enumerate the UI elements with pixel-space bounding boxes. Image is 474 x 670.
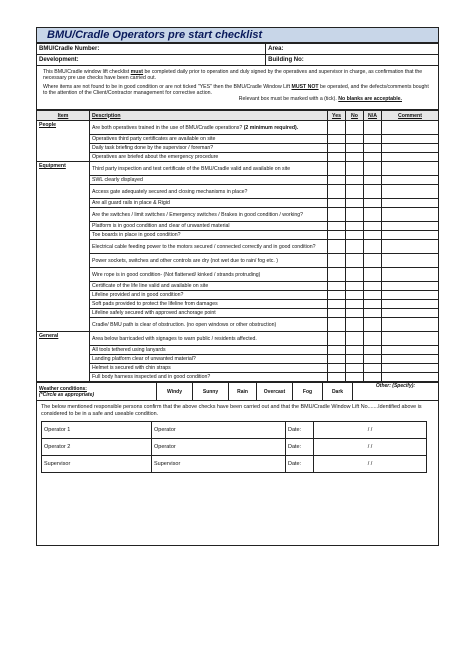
comment-field[interactable] — [382, 373, 439, 382]
no-checkbox[interactable] — [346, 185, 364, 199]
no-checkbox[interactable] — [346, 332, 364, 346]
na-checkbox[interactable] — [364, 199, 382, 208]
item-description — [90, 185, 328, 199]
signoff-date-field[interactable]: / / — [314, 456, 427, 473]
comment-field[interactable] — [382, 332, 439, 346]
na-checkbox[interactable] — [364, 162, 382, 176]
header-table — [36, 43, 439, 66]
weather-other-field[interactable]: Other: (Specify): — [353, 383, 439, 401]
description-text: Are the switches / limit switches / Emergency switches / Brakes in good condition / working? — [92, 211, 304, 218]
yes-checkbox[interactable] — [328, 176, 346, 185]
comment-field[interactable] — [382, 144, 439, 153]
building-label: Building No: — [268, 57, 304, 63]
no-checkbox[interactable] — [346, 222, 364, 231]
yes-checkbox[interactable] — [328, 355, 346, 364]
intro-p2-nomarks: No blanks are acceptable. — [338, 96, 402, 103]
na-checkbox[interactable] — [364, 240, 382, 254]
item-description — [90, 222, 328, 231]
na-checkbox[interactable] — [364, 373, 382, 382]
weather-label-cell — [37, 383, 157, 401]
section-label: General — [37, 332, 90, 382]
bmu-number-label: BMU/Cradle Number: — [39, 46, 100, 52]
table-row — [37, 176, 439, 185]
col-yes: Yes — [328, 111, 346, 121]
na-checkbox[interactable] — [364, 318, 382, 332]
development-field[interactable] — [37, 55, 266, 66]
yes-checkbox[interactable] — [328, 144, 346, 153]
signoff-date-label: Date: — [286, 422, 314, 439]
comment-field[interactable] — [382, 355, 439, 364]
intro-paragraph-3 — [43, 96, 432, 102]
area-field[interactable] — [266, 44, 439, 55]
no-checkbox[interactable] — [346, 208, 364, 222]
checklist-table — [36, 110, 439, 382]
comment-field[interactable] — [382, 268, 439, 282]
na-checkbox[interactable] — [364, 291, 382, 300]
no-checkbox[interactable] — [346, 318, 364, 332]
no-checkbox[interactable] — [346, 144, 364, 153]
signoff-date-field[interactable]: / / — [314, 422, 427, 439]
description-text: Power sockets, switches and other controls are dry (not wet due to rain/ fog etc. ) — [92, 257, 278, 264]
description-text: Lifeline safely secured with approved anchorage point — [92, 310, 216, 316]
yes-checkbox[interactable] — [328, 332, 346, 346]
no-checkbox[interactable] — [346, 300, 364, 309]
yes-checkbox[interactable] — [328, 373, 346, 382]
na-checkbox[interactable] — [364, 364, 382, 373]
comment-field[interactable] — [382, 222, 439, 231]
closing-box — [36, 401, 439, 546]
table-row — [37, 364, 439, 373]
no-checkbox[interactable] — [346, 162, 364, 176]
col-na: N/A — [364, 111, 382, 121]
description-text: All tools tethered using lanyards — [92, 347, 166, 353]
blank-area — [37, 477, 438, 545]
description-text: Soft pads provided to protect the lifeline from damages — [92, 301, 218, 307]
table-row — [37, 222, 439, 231]
yes-checkbox[interactable] — [328, 282, 346, 291]
table-row — [37, 208, 439, 222]
no-checkbox[interactable] — [346, 121, 364, 135]
item-description — [90, 176, 328, 185]
no-checkbox[interactable] — [346, 231, 364, 240]
signoff-name-field[interactable]: Operator — [152, 422, 286, 439]
signoff-table — [41, 421, 427, 473]
comment-field[interactable] — [382, 309, 439, 318]
table-row — [37, 300, 439, 309]
comment-field[interactable] — [382, 121, 439, 135]
yes-checkbox[interactable] — [328, 208, 346, 222]
na-checkbox[interactable] — [364, 282, 382, 291]
table-row — [37, 162, 439, 176]
description-text: Certificate of the life line valid and available on site — [92, 283, 209, 289]
no-checkbox[interactable] — [346, 355, 364, 364]
no-checkbox[interactable] — [346, 364, 364, 373]
description-text: Wire rope is in good condition- (Not flattened/ kinked / strands protruding) — [92, 271, 261, 278]
comment-field[interactable] — [382, 153, 439, 162]
no-checkbox[interactable] — [346, 153, 364, 162]
comment-field[interactable] — [382, 199, 439, 208]
yes-checkbox[interactable] — [328, 300, 346, 309]
na-checkbox[interactable] — [364, 176, 382, 185]
signoff-role[interactable]: Operator 2 — [42, 439, 152, 456]
table-row — [37, 346, 439, 355]
yes-checkbox[interactable] — [328, 222, 346, 231]
no-checkbox[interactable] — [346, 254, 364, 268]
table-row — [37, 135, 439, 144]
signoff-role[interactable]: Operator 1 — [42, 422, 152, 439]
item-description — [90, 153, 328, 162]
table-row — [37, 373, 439, 382]
comment-field[interactable] — [382, 231, 439, 240]
description-text: Daily task briefing done by the supervisor / foreman? — [92, 145, 214, 151]
yes-checkbox[interactable] — [328, 199, 346, 208]
yes-checkbox[interactable] — [328, 291, 346, 300]
weather-note: (*Circle as appropriate) — [39, 391, 95, 398]
description-text: SWL clearly displayed — [92, 177, 143, 183]
yes-checkbox[interactable] — [328, 268, 346, 282]
item-description — [90, 135, 328, 144]
intro-text — [36, 66, 439, 110]
comment-field[interactable] — [382, 300, 439, 309]
comment-field[interactable] — [382, 185, 439, 199]
comment-field[interactable] — [382, 346, 439, 355]
table-row — [37, 318, 439, 332]
yes-checkbox[interactable] — [328, 240, 346, 254]
na-checkbox[interactable] — [364, 153, 382, 162]
development-label: Development: — [39, 57, 79, 63]
description-emphasis: (2 minimum required). — [243, 124, 299, 131]
no-checkbox[interactable] — [346, 346, 364, 355]
na-checkbox[interactable] — [364, 231, 382, 240]
yes-checkbox[interactable] — [328, 364, 346, 373]
weather-option-rain[interactable]: Rain — [229, 383, 257, 401]
weather-option-fog[interactable]: Fog — [293, 383, 323, 401]
item-description — [90, 199, 328, 208]
na-checkbox[interactable] — [364, 309, 382, 318]
description-text: Operatives are briefed about the emergency procedure — [92, 154, 219, 160]
item-description — [90, 162, 328, 176]
item-description — [90, 208, 328, 222]
item-description — [90, 346, 328, 355]
comment-field[interactable] — [382, 135, 439, 144]
signoff-date-label: Date: — [286, 439, 314, 456]
signoff-name-field[interactable]: Supervisor — [152, 456, 286, 473]
col-item: Item — [37, 111, 90, 121]
description-text: Operatives third party certificates are available on site — [92, 136, 216, 142]
intro-paragraph-1 — [43, 69, 432, 82]
no-checkbox[interactable] — [346, 135, 364, 144]
signoff-date-label: Date: — [286, 456, 314, 473]
table-header-row — [37, 111, 439, 121]
comment-field[interactable] — [382, 208, 439, 222]
description-text: Platform is in good condition and clear of unwanted material — [92, 223, 230, 229]
item-description — [90, 373, 328, 382]
yes-checkbox[interactable] — [328, 121, 346, 135]
item-description — [90, 240, 328, 254]
table-row — [37, 231, 439, 240]
table-row — [37, 153, 439, 162]
table-row — [37, 185, 439, 199]
no-checkbox[interactable] — [346, 291, 364, 300]
building-field[interactable] — [266, 55, 439, 66]
description-text: Third party inspection and test certificate of the BMU/Cradle valid and available on site — [92, 165, 291, 172]
comment-field[interactable] — [382, 318, 439, 332]
description-text: Are both operatives trained in the use of BMU/Cradle operations? — [92, 124, 244, 131]
table-row — [37, 144, 439, 153]
yes-checkbox[interactable] — [328, 318, 346, 332]
comment-field[interactable] — [382, 162, 439, 176]
description-text: Toe boards in place in good condition? — [92, 232, 181, 238]
na-checkbox[interactable] — [364, 254, 382, 268]
yes-checkbox[interactable] — [328, 185, 346, 199]
intro-paragraph-2 — [43, 84, 432, 97]
table-row — [37, 268, 439, 282]
na-checkbox[interactable] — [364, 332, 382, 346]
item-description — [90, 291, 328, 300]
no-checkbox[interactable] — [346, 199, 364, 208]
col-description: Description — [90, 111, 328, 121]
weather-label: Weather conditions: — [39, 385, 87, 392]
table-row — [37, 332, 439, 346]
na-checkbox[interactable] — [364, 268, 382, 282]
signoff-row — [42, 422, 427, 439]
description-text: Helmet is secured with chin straps — [92, 365, 171, 371]
item-description — [90, 231, 328, 240]
bmu-number-field[interactable] — [37, 44, 266, 55]
no-checkbox[interactable] — [346, 268, 364, 282]
yes-checkbox[interactable] — [328, 309, 346, 318]
na-checkbox[interactable] — [364, 346, 382, 355]
weather-option-sunny[interactable]: Sunny — [193, 383, 229, 401]
weather-option-overcast[interactable]: Overcast — [257, 383, 293, 401]
description-text: Lifeline provided and in good condition? — [92, 292, 184, 298]
intro-p2-c: Relevant box must be marked with a (tick). — [238, 96, 339, 103]
description-text: Full body harness inspected and in good condition? — [92, 374, 211, 380]
na-checkbox[interactable] — [364, 222, 382, 231]
closing-statement: The below mentioned responsible persons confirm that the above checks have been carried out and that the BMU/Cradle Window Lift No.......Identified above is considered to be in a safe and useable condition. — [41, 404, 422, 417]
area-label: Area: — [268, 46, 284, 52]
na-checkbox[interactable] — [364, 355, 382, 364]
page-title: BMU/Cradle Operators pre start checklist — [36, 27, 439, 43]
section-label: People — [37, 121, 90, 162]
table-row — [37, 291, 439, 300]
weather-option-dark[interactable]: Dark — [323, 383, 353, 401]
table-row — [37, 240, 439, 254]
item-description — [90, 254, 328, 268]
yes-checkbox[interactable] — [328, 254, 346, 268]
col-comment: Comment — [382, 111, 439, 121]
intro-p2-a: Where items are not found to be in good condition or are not ticked "YES" then the BMU/Cradle Window Lift — [43, 83, 292, 90]
item-description — [90, 318, 328, 332]
signoff-row — [42, 439, 427, 456]
yes-checkbox[interactable] — [328, 162, 346, 176]
comment-field[interactable] — [382, 176, 439, 185]
signoff-role[interactable]: Supervisor — [42, 456, 152, 473]
description-text: Electrical cable feeding power to the motors secured / connected correctly and in good condition? — [92, 243, 316, 250]
table-row — [37, 199, 439, 208]
no-checkbox[interactable] — [346, 309, 364, 318]
item-description — [90, 332, 328, 346]
description-text: Cradle/ BMU path is clear of obstruction. (no open windows or other obstruction) — [92, 321, 277, 328]
table-row — [37, 121, 439, 135]
yes-checkbox[interactable] — [328, 135, 346, 144]
na-checkbox[interactable] — [364, 300, 382, 309]
checklist-page — [36, 27, 439, 546]
signoff-date-field[interactable]: / / — [314, 439, 427, 456]
na-checkbox[interactable] — [364, 135, 382, 144]
description-text: Are all guard rails in place & Rigid — [92, 200, 170, 206]
description-text: Landing platform clear of unwanted material? — [92, 356, 196, 362]
description-text: Area below barricaded with signages to warn public / residents affected. — [92, 335, 257, 342]
intro-p1-b: be completed daily prior to operation and duly signed by the operatives and supervisor in charge, as confirmation that the necessary pre use checks have been carried out. — [43, 69, 423, 82]
description-text: Access gate adequately secured and closing mechanisms in place? — [92, 188, 248, 195]
weather-table — [36, 382, 439, 401]
comment-field[interactable] — [382, 240, 439, 254]
weather-option-windy[interactable]: Windy — [157, 383, 193, 401]
na-checkbox[interactable] — [364, 208, 382, 222]
table-row — [37, 355, 439, 364]
item-description — [90, 355, 328, 364]
col-no: No — [346, 111, 364, 121]
comment-field[interactable] — [382, 254, 439, 268]
intro-p1-a: This BMU/Cradle window lift checklist — [43, 69, 131, 75]
item-description — [90, 300, 328, 309]
item-description — [90, 309, 328, 318]
item-description — [90, 268, 328, 282]
signoff-name-field[interactable]: Operator — [152, 439, 286, 456]
na-checkbox[interactable] — [364, 144, 382, 153]
section-label: Equipment — [37, 162, 90, 332]
yes-checkbox[interactable] — [328, 346, 346, 355]
item-description — [90, 144, 328, 153]
table-row — [37, 254, 439, 268]
item-description — [90, 282, 328, 291]
no-checkbox[interactable] — [346, 373, 364, 382]
signoff-row — [42, 456, 427, 473]
item-description — [90, 364, 328, 373]
intro-p2-b: be operated, and the defects/comments bought to the attention of the Client/Contractor management for corrective action. — [43, 83, 429, 96]
item-description — [90, 121, 328, 135]
comment-field[interactable] — [382, 291, 439, 300]
no-checkbox[interactable] — [346, 240, 364, 254]
intro-p1-must: must — [130, 69, 144, 75]
yes-checkbox[interactable] — [328, 231, 346, 240]
no-checkbox[interactable] — [346, 176, 364, 185]
na-checkbox[interactable] — [364, 121, 382, 135]
intro-p2-mustnot: MUST NOT — [291, 83, 319, 90]
table-row — [37, 309, 439, 318]
comment-field[interactable] — [382, 364, 439, 373]
na-checkbox[interactable] — [364, 185, 382, 199]
table-row — [37, 282, 439, 291]
comment-field[interactable] — [382, 282, 439, 291]
no-checkbox[interactable] — [346, 282, 364, 291]
yes-checkbox[interactable] — [328, 153, 346, 162]
